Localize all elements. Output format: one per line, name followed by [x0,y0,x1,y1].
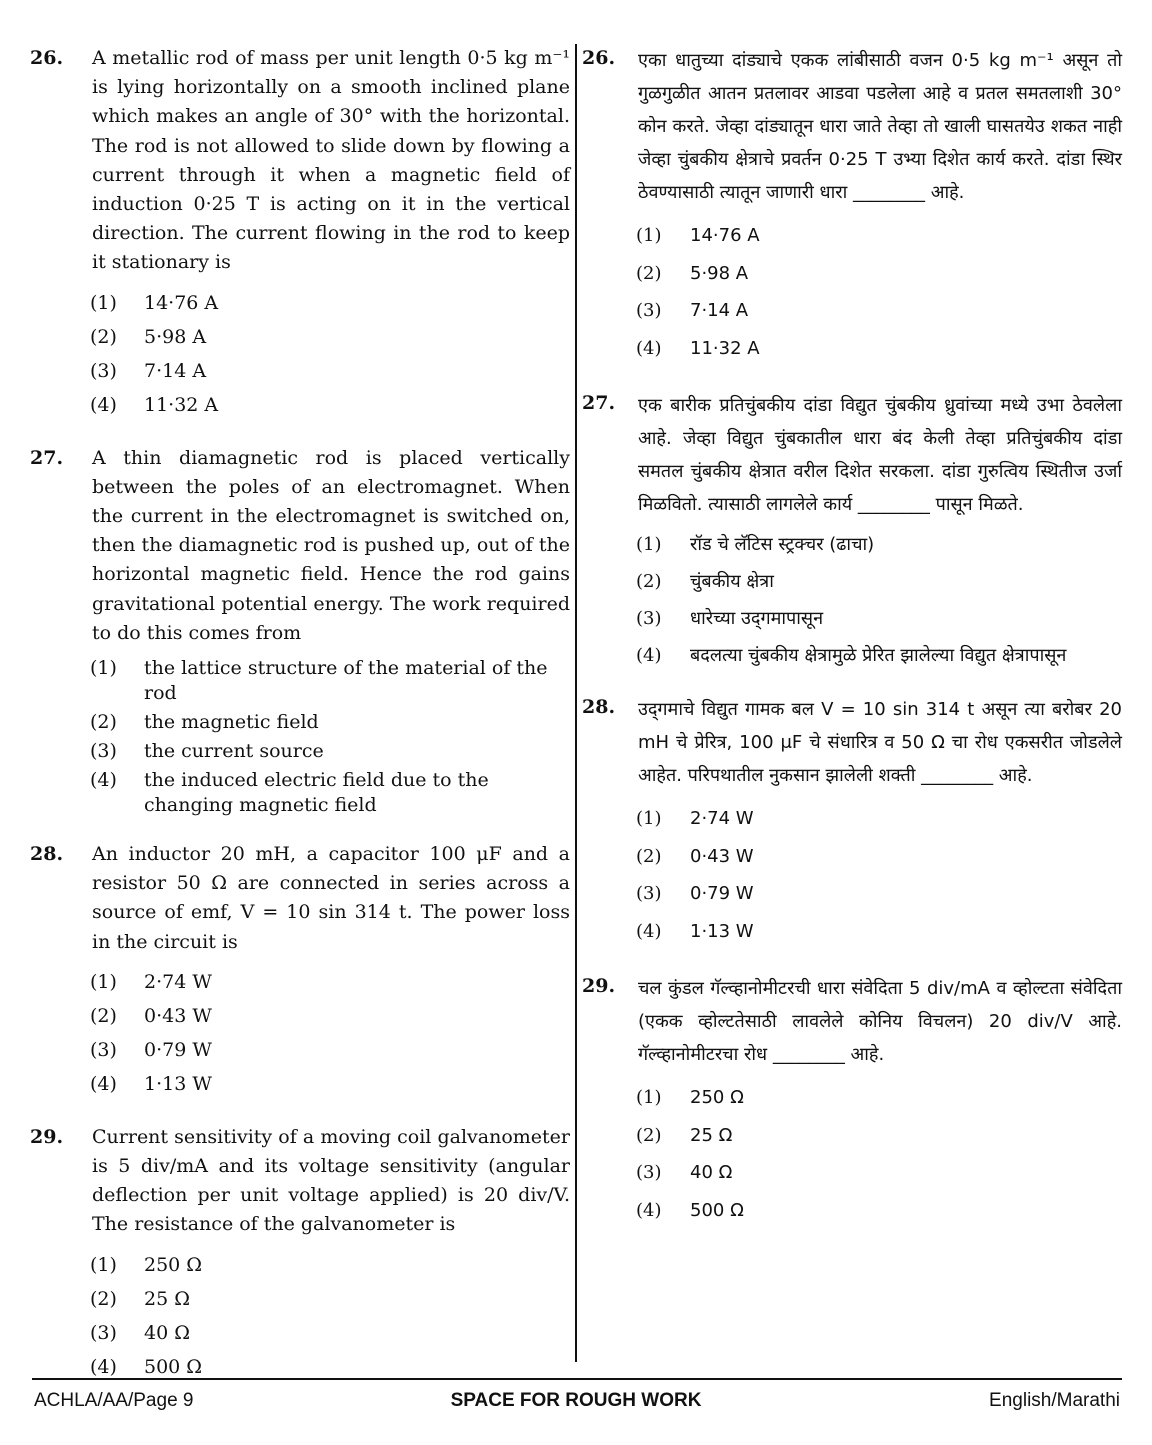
question-text: चल कुंडल गॅल्व्हानोमीटरची धारा संवेदिता 5 div/mA व व्होल्टता संवेदिता (एकक व्होल्टतेसाठी लावलेले कोनिय विचलन) 20 div/V आहे. गॅल्व्हानोमीटरचा रोध ________ आहे. [638,978,1122,1065]
option-3: (3) 40 Ω [636,1162,733,1183]
question-28-mr [582,693,1122,950]
question-number: 26. [30,47,64,69]
page-code: ACHLA/AA/Page 9 [34,1390,194,1411]
option-2: (2) 0·43 W [90,1004,212,1027]
question-29-mr [582,972,1122,1229]
question-text: उद्‌गमाचे विद्युत गामक बल V = 10 sin 314 t असून त्या बरोबर 20 mH चे प्रेरित्र, 100 μF चे संधारित्र व 50 Ω चा रोध एकसरीत जोडलेले आहेत. परिपथातील नुकसान झालेली शक्ती ________ आहे. [638,699,1122,786]
option-1: (1) 2·74 W [636,808,754,829]
option-list [638,529,1122,671]
option-1: (1) 250 Ω [636,1087,744,1108]
option-3: (3) 0·79 W [90,1038,212,1061]
option-4: (4) 11·32 A [636,337,760,359]
option-2: (2) 5·98 A [636,262,749,284]
option-3: (3) 0·79 W [636,883,754,904]
rough-work-label: SPACE FOR ROUGH WORK [450,1390,702,1411]
question-number: 27. [582,392,616,414]
question-text: A metallic rod of mass per unit length 0·5 kg m⁻¹ is lying horizontally on a smooth inclined plane which makes an angle of 30° with the horizontal. The rod is not allowed to slide down by flowing a current through it when a magnetic field of induction 0·25 T is acting on it in the vertical direction. The current flowing in the rod to keep it stationary is [92,47,570,274]
question-27-mr [582,389,1122,671]
option-4: (4) 500 Ω [636,1199,744,1221]
option-3: (3) 7·14 A [636,300,749,321]
question-text: एका धातुच्या दांड्याचे एकक लांबीसाठी वजन 0·5 kg m⁻¹ असून तो गुळगुळीत आतन प्रतलावर आडवा पडलेला आहे व प्रतल समतलाशी 30° कोन करते. जेव्हा दांड्यातून धारा जाते तेव्हा तो खाली घासतयेउ शकत नाही जेव्हा चुंबकीय क्षेत्राचे प्रवर्तन 0·25 T उभ्या दिशेत कार्य करते. दांडा स्थिर ठेवण्यासाठी त्यातून जाणारी धारा ________ आहे. [638,50,1122,203]
option-3: (3) the current source [90,740,324,763]
english-column [30,44,570,1406]
question-text: An inductor 20 mH, a capacitor 100 μF and a resistor 50 Ω are connected in series across a source of emf, V = 10 sin 314 t. The power loss in the circuit is [92,843,570,953]
question-29-en [30,1123,570,1384]
option-2: (2) 0·43 W [636,845,754,867]
option-4: (4) 11·32 A [90,393,219,416]
question-number: 27. [30,446,64,469]
option-list [92,965,570,1101]
question-number: 28. [30,843,64,866]
option-list [638,217,1122,367]
option-2: (2) 25 Ω [90,1287,190,1310]
option-2: (2) the magnetic field [90,711,319,734]
option-1: (1) 14·76 A [90,291,219,314]
option-3: (3) 40 Ω [90,1321,190,1344]
question-26-mr [582,44,1122,367]
option-4: (4) 1·13 W [90,1072,212,1095]
option-1: (1) 14·76 A [636,225,760,246]
option-list [92,1248,570,1384]
question-text: Current sensitivity of a moving coil galvanometer is 5 div/mA and its voltage sensitivity (angular deflection per unit voltage applied) is 20 div/V. The resistance of the galvanometer is [92,1125,570,1236]
option-list [638,800,1122,950]
option-3: (3) 7·14 A [90,359,207,382]
option-4: (4) 500 Ω [90,1355,203,1378]
option-1: (1) रॉड चे लॅटिस स्ट्रक्चर (ढाचा) [636,534,875,555]
question-number: 28. [582,696,616,718]
question-26-en [30,44,570,422]
option-3: (3) धारेच्या उद्‌गमापासून [636,608,824,629]
question-28-en [30,840,570,1101]
question-27-en [30,444,570,818]
option-2: (2) 5·98 A [90,325,207,348]
marathi-column [582,44,1122,1251]
option-4: (4) the induced electric field due to the changing magnetic field [90,769,489,817]
option-2: (2) 25 Ω [636,1124,733,1146]
option-list [638,1079,1122,1229]
footer-rule [32,1378,1122,1380]
option-list [92,286,570,422]
option-1: (1) 2·74 W [90,970,212,993]
option-4: (4) बदलत्या चुंबकीय क्षेत्रामुळे प्रेरित झालेल्या विद्युत क्षेत्रापासून [636,645,1067,666]
option-1: (1) the lattice structure of the material of the rod [90,657,548,705]
question-text: एक बारीक प्रतिचुंबकीय दांडा विद्युत चुंबकीय ध्रुवांच्या मध्ये उभा ठेवलेला आहे. जेव्हा विद्युत चुंबकातील धारा बंद केली तेव्हा प्रतिचुंबकीय दांडा समतल चुंबकीय क्षेत्रात वरील दिशेत सरकला. दांडा गुरुत्विय स्थितीज उर्जा मिळवितो. त्यासाठी लागलेले कार्य ________ पासून मिळते. [638,395,1122,515]
question-number: 29. [582,975,616,997]
question-text: A thin diamagnetic rod is placed vertically between the poles of an electromagnet. When the current in the electromagnet is switched on, then the diamagnetic rod is pushed up, out of the horizontal magnetic field. Hence the rod gains gravitational potential energy. The work required to do this comes from [92,446,570,644]
option-2: (2) चुंबकीय क्षेत्रा [636,571,774,592]
option-4: (4) 1·13 W [636,920,754,942]
question-number: 26. [582,47,616,69]
column-divider [575,44,577,1362]
question-number: 29. [30,1125,64,1148]
option-list [92,656,570,818]
option-1: (1) 250 Ω [90,1253,203,1276]
language-label: English/Marathi [989,1390,1120,1411]
